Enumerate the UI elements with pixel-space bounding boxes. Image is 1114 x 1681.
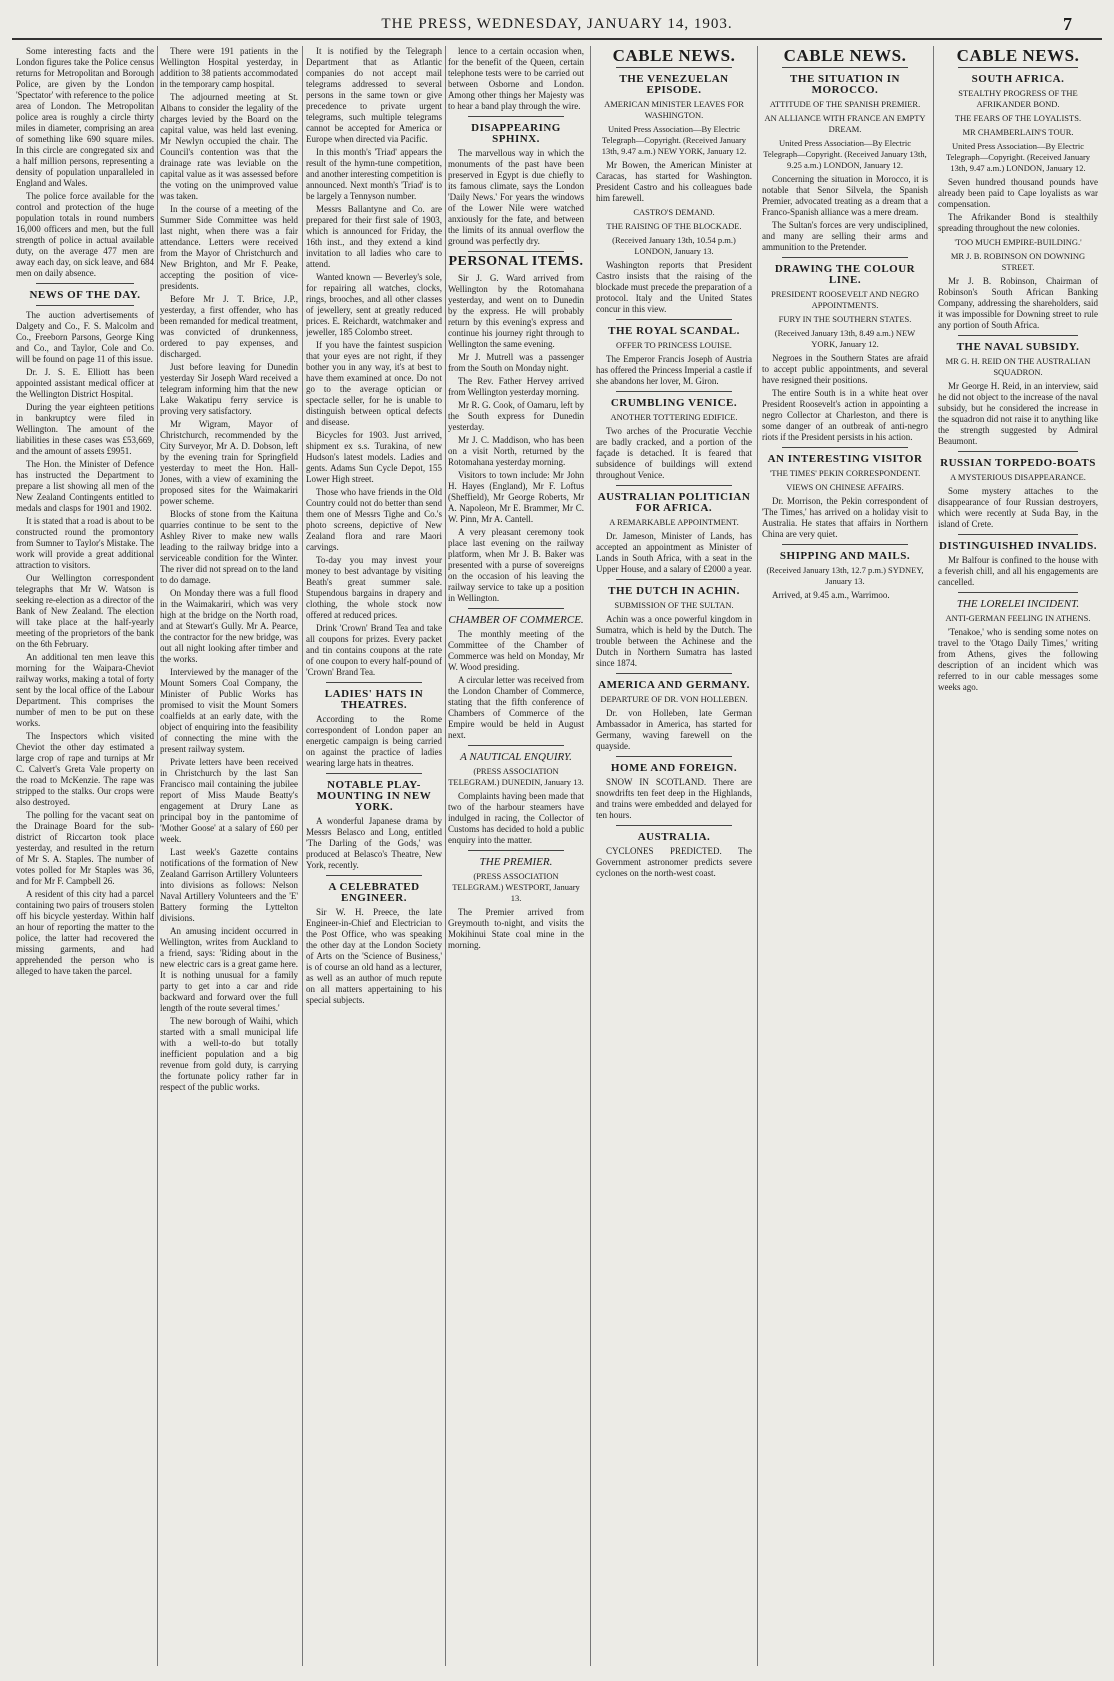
section-heading: AMERICA AND GERMANY.: [598, 679, 750, 691]
subheading: STEALTHY PROGRESS OF THE AFRIKANDER BOND.: [958, 88, 1078, 109]
article-paragraph: An additional ten men leave this morning for the Waipara-Cheviot railway works, making a total of forty sent by the local office of the Labour Department. This comprises the number of men to be put on these works.: [16, 652, 154, 728]
article-paragraph: The marvellous way in which the monuments of the past have been preserved in Egypt is due chiefly to its famous climate, says the London 'Daily News.' For years the windows of the Lower Nile were watched anxiously for the fate, and between the limits of its annual overflow the ground was perfectly dry.: [448, 148, 584, 246]
divider: [616, 825, 732, 826]
divider: [958, 592, 1078, 593]
article-paragraph: Some mystery attaches to the disappearance of four Russian destroyers, which were recently at Suda Bay, in the island of Crete.: [938, 486, 1098, 529]
issue-date: WEDNESDAY, JANUARY 14, 1903.: [476, 16, 733, 32]
cable-news-heading: CABLE NEWS.: [612, 46, 736, 65]
divider: [326, 875, 422, 876]
section-heading: THE VENEZUELAN EPISODE.: [619, 73, 729, 96]
section-heading: THE PREMIER.: [479, 856, 553, 868]
paper-name: THE PRESS,: [381, 16, 473, 32]
article-paragraph: Interviewed by the manager of the Mount Somers Coal Company, the Minister of Public Works has promised to visit the Mount Somers coalfields at an early date, with the object of enquiring into the feasibility of connecting the mine with the present railway system.: [160, 667, 298, 754]
article-paragraph: To-day you may invest your money to best advantage by visiting Beath's great summer sale. Stupendous bargains in drapery and clothing, the whole stock now offered at reduced prices.: [306, 555, 442, 620]
subheading: ANOTHER TOTTERING EDIFICE.: [610, 412, 738, 422]
article-paragraph: Wanted known — Beverley's sole, for repairing all watches, clocks, rings, brooches, and all other classes of jewellery, sent at greatly reduced prices. E. Reichardt, watchmaker and jeweller, 185 Colombo street.: [306, 272, 442, 337]
section-heading: PERSONAL ITEMS.: [448, 254, 584, 269]
divider: [958, 67, 1078, 68]
divider: [326, 773, 422, 774]
subheading: DEPARTURE OF DR. VON HOLLEBEN.: [600, 694, 748, 704]
divider: [36, 283, 134, 284]
article-paragraph: Complaints having been made that two of the harbour steamers have indulged in racing, the Collector of Customs has decided to hold a public enquiry into the matter.: [448, 791, 584, 845]
article-paragraph: Last week's Gazette contains notifications of the formation of New Zealand Garrison Artillery Volunteers into divisions as follows: Nelson Naval Artillery Volunteers and the 'E' Battery forming the Lyttelton divisions.: [160, 847, 298, 923]
section-heading: THE ROYAL SCANDAL.: [608, 325, 740, 337]
article-paragraph: The Emperor Francis Joseph of Austria has offered the Princess Imperial a castle if she abandons her lover, M. Giron.: [596, 354, 752, 386]
divider: [326, 682, 422, 683]
subheading: 'TOO MUCH EMPIRE-BUILDING.': [954, 237, 1082, 247]
column-divider: [302, 46, 303, 1666]
article-paragraph: Sir W. H. Preece, the late Engineer-in-Chief and Electrician to the Post Office, who was speaking the other day at the London Society of Arts on the 'Science of Business,' is of course an old hand as a lecturer, as well as an author of much repute on all matters appertaining to his special subjects.: [306, 907, 442, 1005]
article-paragraph: Before Mr J. T. Brice, J.P., yesterday, a first offender, who has been remanded for medical treatment, was convicted of drunkenness, ordered to pay expenses, and discharged.: [160, 294, 298, 359]
article-paragraph: The monthly meeting of the Committee of the Chamber of Commerce was held on Monday, Mr W. Wood presiding.: [448, 629, 584, 672]
article-paragraph: Visitors to town include: Mr John H. Hayes (England), Mr F. Loftus (Sheffield), Mr George Roberts, Mr A. Napoleon, Mr E. Brammer, Mr C. W. Pinn, Mr A. Cantell.: [448, 470, 584, 524]
article-paragraph: CYCLONES PREDICTED. The Government astronomer predicts severe cyclones on the north-west coast.: [596, 846, 752, 878]
subheading: OFFER TO PRINCESS LOUISE.: [616, 340, 732, 350]
column-divider: [933, 46, 934, 1666]
masthead-rule: [12, 38, 1102, 40]
section-heading: DISAPPEARING SPHINX.: [471, 122, 561, 145]
section-heading: RUSSIAN TORPEDO-BOATS: [940, 457, 1096, 469]
article-paragraph: There were 191 patients in the Wellington Hospital yesterday, in addition to 38 patients accommodated in the temporary camp hospital.: [160, 46, 298, 89]
article-paragraph: Mr George H. Reid, in an interview, said he did not object to the increase of the naval subsidy, but he considered the increase in the squadron did not raise it to anything like the strength suggested by Admiral Beaumont.: [938, 381, 1098, 446]
divider: [958, 451, 1078, 452]
column-divider: [590, 46, 591, 1666]
article-paragraph: Private letters have been received in Christchurch by the last San Francisco mail containing the jubilee report of Miss Maude Beatty's engagement at Drury Lane as principal boy in the pantomime of 'Mother Goose' at a salary of £60 per week.: [160, 757, 298, 844]
section-heading: SOUTH AFRICA.: [971, 73, 1065, 85]
cable-news-heading: CABLE NEWS.: [956, 46, 1080, 65]
article-paragraph: Mr R. G. Cook, of Oamaru, left by the South express for Dunedin yesterday.: [448, 400, 584, 432]
article-paragraph: A wonderful Japanese drama by Messrs Belasco and Long, entitled 'The Darling of the Gods,' was produced at Belasco's Theatre, New York, recently.: [306, 816, 442, 870]
article-paragraph: The auction advertisements of Dalgety and Co., F. S. Malcolm and Co., Freeborn Parsons, George King and Co., and Taylor, Cole and Co. will be found on page 11 of this issue.: [16, 310, 154, 364]
article-paragraph: An amusing incident occurred in Wellington, writes from Auckland to a friend, says: 'Riding about in the new electric cars is a great game here. It is nothing unusual for a family party to get into a car and ride backward and forward over the full length of the route several times.': [160, 926, 298, 1013]
section-heading: CRUMBLING VENICE.: [610, 397, 738, 409]
article-paragraph: Mr Wigram, Mayor of Christchurch, recommended by the City Surveyor, Mr A. D. Dobson, left by the evening train for Springfield yesterday to meet the Hon. Hall-Jones, with a view of examining the proposed sites for the Waimakariri power scheme.: [160, 419, 298, 506]
divider: [468, 116, 564, 117]
article-paragraph: On Monday there was a full flood in the Waimakariri, which was very high at the bridge on the North road, and at Stewart's Gully. Mr A. Pearce, the contractor for the new bridge, was out all night looking after timber and the works.: [160, 588, 298, 664]
article-paragraph: The Sultan's forces are very undisciplined, and many are selling their arms and ammunition to the Pretender.: [762, 220, 928, 252]
divider: [468, 745, 564, 746]
article-paragraph: Sir J. G. Ward arrived from Wellington by the Rotomahana yesterday, and went on to Dunedin by the express. He will probably return by this evening's express and continue his journey right through to Wellington the same evening.: [448, 273, 584, 349]
wire-credit: United Press Association—By Electric Telegraph—Copyright. (Received January 13th, 9.47 a.m.) LONDON, January 12.: [945, 141, 1091, 173]
article-paragraph: SNOW IN SCOTLAND. There are snowdrifts ten feet deep in the Highlands, and trains were embedded and delayed for ten hours.: [596, 777, 752, 820]
divider: [468, 608, 564, 609]
section-heading: DISTINGUISHED INVALIDS.: [938, 540, 1097, 552]
article-paragraph: lence to a certain occasion when, for the benefit of the Queen, certain telephone tests were to be carried out between Osborne and London. Among other things her Majesty was to hear a band play through the wire.: [448, 46, 584, 111]
column-2: [160, 46, 298, 1666]
article-paragraph: Just before leaving for Dunedin yesterday Sir Joseph Ward received a telegram informing him that the new Lake Wakatipu ferry service is proving very satisfactory.: [160, 362, 298, 416]
column-3: [306, 46, 442, 1666]
subheading: 'THE TIMES' PEKIN CORRESPONDENT.: [769, 468, 921, 478]
article-paragraph: Seven hundred thousand pounds have already been paid to Cape loyalists as war compensation.: [938, 177, 1098, 209]
section-heading: A CELEBRATED ENGINEER.: [328, 881, 420, 904]
column-5: [596, 46, 752, 1666]
subheading: THE RAISING OF THE BLOCKADE.: [606, 221, 742, 231]
wire-credit: United Press Association—By Electric Telegraph—Copyright. (Received January 13th, 9.25 a.m.) LONDON, January 12.: [763, 138, 927, 170]
section-heading: THE DUTCH IN ACHIN.: [608, 585, 740, 597]
subheading: A REMARKABLE APPOINTMENT.: [609, 517, 739, 527]
article-paragraph: According to the Rome correspondent of London paper an energetic campaign is being carried on against the practice of ladies wearing large hats in theatres.: [306, 714, 442, 768]
article-paragraph: The Inspectors which visited Cheviot the other day estimated a large crop of rape and turnips at Mr C. Calvert's Greta Vale property on the road to McKenzie. The rape was stripped to the stalks. Our crops were also destroyed.: [16, 731, 154, 807]
article-paragraph: Some interesting facts and the London figures take the Police census returns for Metropolitan and Borough Police, are given by the London 'Spectator' with reference to the police area of London. The Metropolitan police area is roughly a circle thirty miles in diameter, comprising an area of something like 690 square miles. In this circle are congregated six and a half million persons, representing a density of population unparalleled in England and Wales.: [16, 46, 154, 188]
subheading: CASTRO'S DEMAND.: [633, 207, 715, 217]
subheading: MR J. B. ROBINSON ON DOWNING STREET.: [950, 251, 1086, 272]
article-paragraph: The Afrikander Bond is stealthily spreading throughout the new colonies.: [938, 212, 1098, 233]
article-paragraph: The adjourned meeting at St. Albans to consider the legality of the charges levied by the Board on the capital value, was held last evening. Mr Newlyn occupied the chair. The Council's contention was that the drainage rate was leviable on the capital value as it was assessed before the voting on the unimproved value was taken.: [160, 92, 298, 201]
section-heading: NOTABLE PLAY-MOUNTING IN NEW YORK.: [316, 779, 432, 813]
section-heading: NEWS OF THE DAY.: [29, 289, 141, 301]
column-divider: [757, 46, 758, 1666]
column-7: [938, 46, 1098, 1666]
section-heading: THE NAVAL SUBSIDY.: [956, 341, 1080, 353]
wire-credit: (Received January 13th, 10.54 p.m.) LONDON, January 13.: [612, 235, 736, 256]
divider: [782, 67, 908, 68]
subheading: AMERICAN MINISTER LEAVES FOR WASHINGTON.: [604, 99, 744, 120]
divider: [468, 251, 564, 252]
article-paragraph: Washington reports that President Castro insists that the raising of the blockade must precede the preparation of a protocol. Italy and the United States concur in this view.: [596, 260, 752, 314]
subheading: MR G. H. REID ON THE AUSTRALIAN SQUADRON.: [945, 356, 1091, 377]
column-1: [16, 46, 154, 1666]
subheading: AN ALLIANCE WITH FRANCE AN EMPTY DREAM.: [764, 113, 926, 134]
dateline: (PRESS ASSOCIATION TELEGRAM.) DUNEDIN, January 13.: [448, 766, 584, 787]
subheading: THE FEARS OF THE LOYALISTS.: [954, 113, 1082, 123]
divider: [958, 534, 1078, 535]
article-paragraph: It is stated that a road is about to be constructed round the promontory from Sumner to Taylor's Mistake. The work will provide a great additional attraction to visitors.: [16, 516, 154, 570]
article-paragraph: The polling for the vacant seat on the Drainage Board for the sub-district of Riccarton took place yesterday, and resulted in the return of Mr S. A. Staples. The number of votes polled for Mr Staples was 36, and for Mr F. Campbell 26.: [16, 810, 154, 886]
section-heading: CHAMBER OF COMMERCE.: [448, 614, 584, 626]
section-heading: HOME AND FOREIGN.: [610, 762, 738, 774]
article-paragraph: Mr J. C. Maddison, who has been on a visit North, returned by the Rotomahana yesterday morning.: [448, 435, 584, 467]
article-paragraph: During the year eighteen petitions in bankruptcy were filed in Wellington. The amount of the liabilities in these cases was £53,669, and the amount of assets £9951.: [16, 402, 154, 456]
column-divider: [445, 46, 446, 1666]
subheading: ANTI-GERMAN FEELING IN ATHENS.: [945, 613, 1091, 623]
column-6: [762, 46, 928, 1666]
section-heading: SHIPPING AND MAILS.: [779, 550, 911, 562]
divider: [782, 447, 908, 448]
subheading: A MYSTERIOUS DISAPPEARANCE.: [950, 472, 1086, 482]
article-paragraph: The Hon. the Minister of Defence has instructed the Department to prepare a list showing all men of the New Zealand Contingents entitled to medals and clasps for 1901 and 1902.: [16, 459, 154, 513]
masthead: [0, 14, 1114, 40]
article-paragraph: A circular letter was received from the London Chamber of Commerce, stating that the fifth conference of Chambers of Commerce of the Empire would be held in August next.: [448, 675, 584, 740]
article-paragraph: Mr J. Mutrell was a passenger from the South on Monday night.: [448, 352, 584, 373]
article-paragraph: The entire South is in a white heat over President Roosevelt's action in appointing a negro Collector at Charleston, and there is some danger of an outbreak of anti-negro riots if the President persists in his action.: [762, 388, 928, 442]
wire-credit: (Received January 13th, 12.7 p.m.) SYDNEY, January 13.: [766, 565, 924, 586]
article-paragraph: A very pleasant ceremony took place last evening on the railway platform, when Mr J. B. Baker was presented with a purse of sovereigns on the occasion of his leaving the railway service to take up a position in Wellington.: [448, 527, 584, 603]
article-paragraph: The police force available for the control and protection of the huge population totals in round numbers 16,000 officers and men, but the full strength of police in actual available duty, on the average 477 men are away each day, on sick leave, and 684 men on daily absence.: [16, 191, 154, 278]
article-paragraph: The Premier arrived from Greymouth to-night, and visits the Mokihinui State coal mine in the morning.: [448, 907, 584, 950]
article-paragraph: Mr Balfour is confined to the house with a feverish chill, and all his engagements are cancelled.: [938, 555, 1098, 587]
article-paragraph: A resident of this city had a parcel containing two pairs of trousers stolen off his bicycle yesterday. Within half an hour of reporting the matter to the police, the latter had recovered the missing garments, and had apprehended the person who is alleged to have taken the parcel.: [16, 889, 154, 976]
section-heading: A NAUTICAL ENQUIRY.: [460, 751, 572, 763]
article-paragraph: Blocks of stone from the Kaituna quarries continue to be sent to the Ashley River to make new walls leading to the railway bridge into a serviceable condition for the Winter. The river did not spread on to the land to do damage.: [160, 509, 298, 585]
divider: [616, 391, 732, 392]
article-paragraph: Concerning the situation in Morocco, it is notable that Senor Silvela, the Spanish Premier, advocated treating as a dream that a Franco-Spanish alliance was a mere dream.: [762, 174, 928, 217]
subheading: ATTITUDE OF THE SPANISH PREMIER.: [769, 99, 921, 109]
article-paragraph: The Rev. Father Hervey arrived from Wellington yesterday morning.: [448, 376, 584, 397]
section-heading: THE SITUATION IN MOROCCO.: [790, 73, 900, 96]
article-paragraph: Dr. Jameson, Minister of Lands, has accepted an appointment as Minister of Lands in South Africa, with a seat in the Upper House, and a salary of £2000 a year.: [596, 531, 752, 574]
article-paragraph: If you have the faintest suspicion that your eyes are not right, if they bother you in any way, it's at best to have them examined at once. Do not go to the average optician or spectacle seller, for he is unable to distinguish between optical defects and disease.: [306, 340, 442, 427]
article-paragraph: Arrived, at 9.45 a.m., Warrimoo.: [772, 590, 890, 600]
divider: [782, 257, 908, 258]
article-paragraph: In this month's 'Triad' appears the result of the hymn-tune competition, and another interesting competition is announced. Next month's 'Triad' is to be largely a Tennyson number.: [306, 147, 442, 201]
article-paragraph: Two arches of the Procuratie Vecchie are badly cracked, and a portion of the façade is detached. It is feared that subsidence of buildings will extend throughout Venice.: [596, 426, 752, 480]
subheading: VIEWS ON CHINESE AFFAIRS.: [786, 482, 904, 492]
article-paragraph: Negroes in the Southern States are afraid to accept public appointments, and several have resigned their positions.: [762, 353, 928, 385]
article-paragraph: Our Wellington correspondent telegraphs that Mr W. Watson is seeking re-election as a director of the Bank of New Zealand. The election will take place at the half-yearly meeting of the proprietors of the bank on the 6th February.: [16, 573, 154, 649]
masthead-title: [0, 16, 1114, 33]
article-paragraph: Dr. J. S. E. Elliott has been appointed assistant medical officer at the Wellington District Hospital.: [16, 367, 154, 399]
divider: [958, 335, 1078, 336]
article-paragraph: It is notified by the Telegraph Department that as Atlantic companies do not accept mail telegrams addressed to several persons in the same town or give precedence to private urgent telegrams, such multiple telegrams cannot be accepted for America or Europe when directed via Pacific.: [306, 46, 442, 144]
article-paragraph: Messrs Ballantyne and Co. are prepared for their first sale of 1903, which is announced for Friday, the 16th inst., and they extend a kind invitation to all ladies who care to attend.: [306, 204, 442, 269]
article-paragraph: Mr J. B. Robinson, Chairman of Robinson's South African Banking Company, addressing the shareholders, said it was impossible for Downing street to rule any portion of South Africa.: [938, 276, 1098, 330]
divider: [782, 544, 908, 545]
subheading: FURY IN THE SOUTHERN STATES.: [778, 314, 912, 324]
wire-credit: (Received January 13th, 8.49 a.m.) NEW YORK, January 12.: [774, 328, 916, 349]
subheading: PRESIDENT ROOSEVELT AND NEGRO APPOINTMENTS.: [771, 289, 919, 310]
article-paragraph: Mr Bowen, the American Minister at Caracas, has started for Washington. President Castro and his colleagues bade him farewell.: [596, 160, 752, 203]
section-heading: AN INTERESTING VISITOR: [767, 453, 923, 465]
divider: [616, 485, 732, 486]
section-heading: AUSTRALIAN POLITICIAN FOR AFRICA.: [597, 491, 751, 514]
article-paragraph: Those who have friends in the Old Country could not do better than send them one of Messrs Tighe and Co.'s photo screens, depictive of New Zealand flora and rare Maori carvings.: [306, 487, 442, 552]
divider: [616, 67, 732, 68]
article-paragraph: Dr. von Holleben, late German Ambassador in America, has started for Germany, waving farewell on the quayside.: [596, 708, 752, 751]
cable-news-heading: CABLE NEWS.: [783, 46, 907, 65]
wire-credit: United Press Association—By Electric Telegraph—Copyright. (Received January 13th, 9.47 a.m.) NEW YORK, January 12.: [601, 124, 747, 156]
article-paragraph: Drink 'Crown' Brand Tea and take all coupons for prizes. Every packet and tin contains coupons at the rate of one coupon to every half-pound of 'Crown' Brand Tea.: [306, 623, 442, 677]
divider: [616, 673, 732, 674]
subheading: SUBMISSION OF THE SULTAN.: [614, 600, 734, 610]
article-paragraph: The new borough of Waihi, which started with a small municipal life with a well-to-do but totally inefficient population and a big revenue from gold duty, is carrying the fortunate policy rather far in respect of the public works.: [160, 1016, 298, 1092]
section-heading: DRAWING THE COLOUR LINE.: [774, 263, 916, 286]
divider: [616, 756, 732, 757]
article-paragraph: In the course of a meeting of the Summer Side Committee was held last night, when there was a fair attendance. Letters were received from the Mayor of Christchurch and New Brighton, and Mr F. Peake, accepting the position of vice-presidents.: [160, 204, 298, 291]
article-paragraph: Dr. Morrison, the Pekin correspondent of 'The Times,' has arrived on a holiday visit to Australia. He states that affairs in Northern China are very quiet.: [762, 496, 928, 539]
section-heading: THE LORELEI INCIDENT.: [956, 598, 1080, 610]
divider: [468, 850, 564, 851]
dateline: (PRESS ASSOCIATION TELEGRAM.) WESTPORT, January 13.: [452, 871, 580, 903]
article-paragraph: Achin was a once powerful kingdom in Sumatra, which is held by the Dutch. The trouble between the Achinese and the Dutch in Northern Sumatra has lasted since 1874.: [596, 614, 752, 668]
column-divider: [157, 46, 158, 1666]
column-4: [448, 46, 584, 1666]
page-number: 7: [1063, 14, 1072, 34]
divider: [616, 319, 732, 320]
section-heading: AUSTRALIA.: [637, 831, 711, 843]
article-paragraph: 'Tenakoe,' who is sending some notes on travel to the 'Otago Daily Times,' writing from Athens, gives the following description of an incident which was referred to in our cable messages some weeks ago.: [938, 627, 1098, 692]
section-heading: LADIES' HATS IN THEATRES.: [324, 688, 424, 711]
article-paragraph: Bicycles for 1903. Just arrived, shipment ex s.s. Turakina, of new Hudson's latest models. Ladies and gents. Adams Sun Cycle Depot, 155 Lower High street.: [306, 430, 442, 484]
subheading: MR CHAMBERLAIN'S TOUR.: [962, 127, 1074, 137]
divider: [36, 305, 134, 306]
divider: [616, 579, 732, 580]
